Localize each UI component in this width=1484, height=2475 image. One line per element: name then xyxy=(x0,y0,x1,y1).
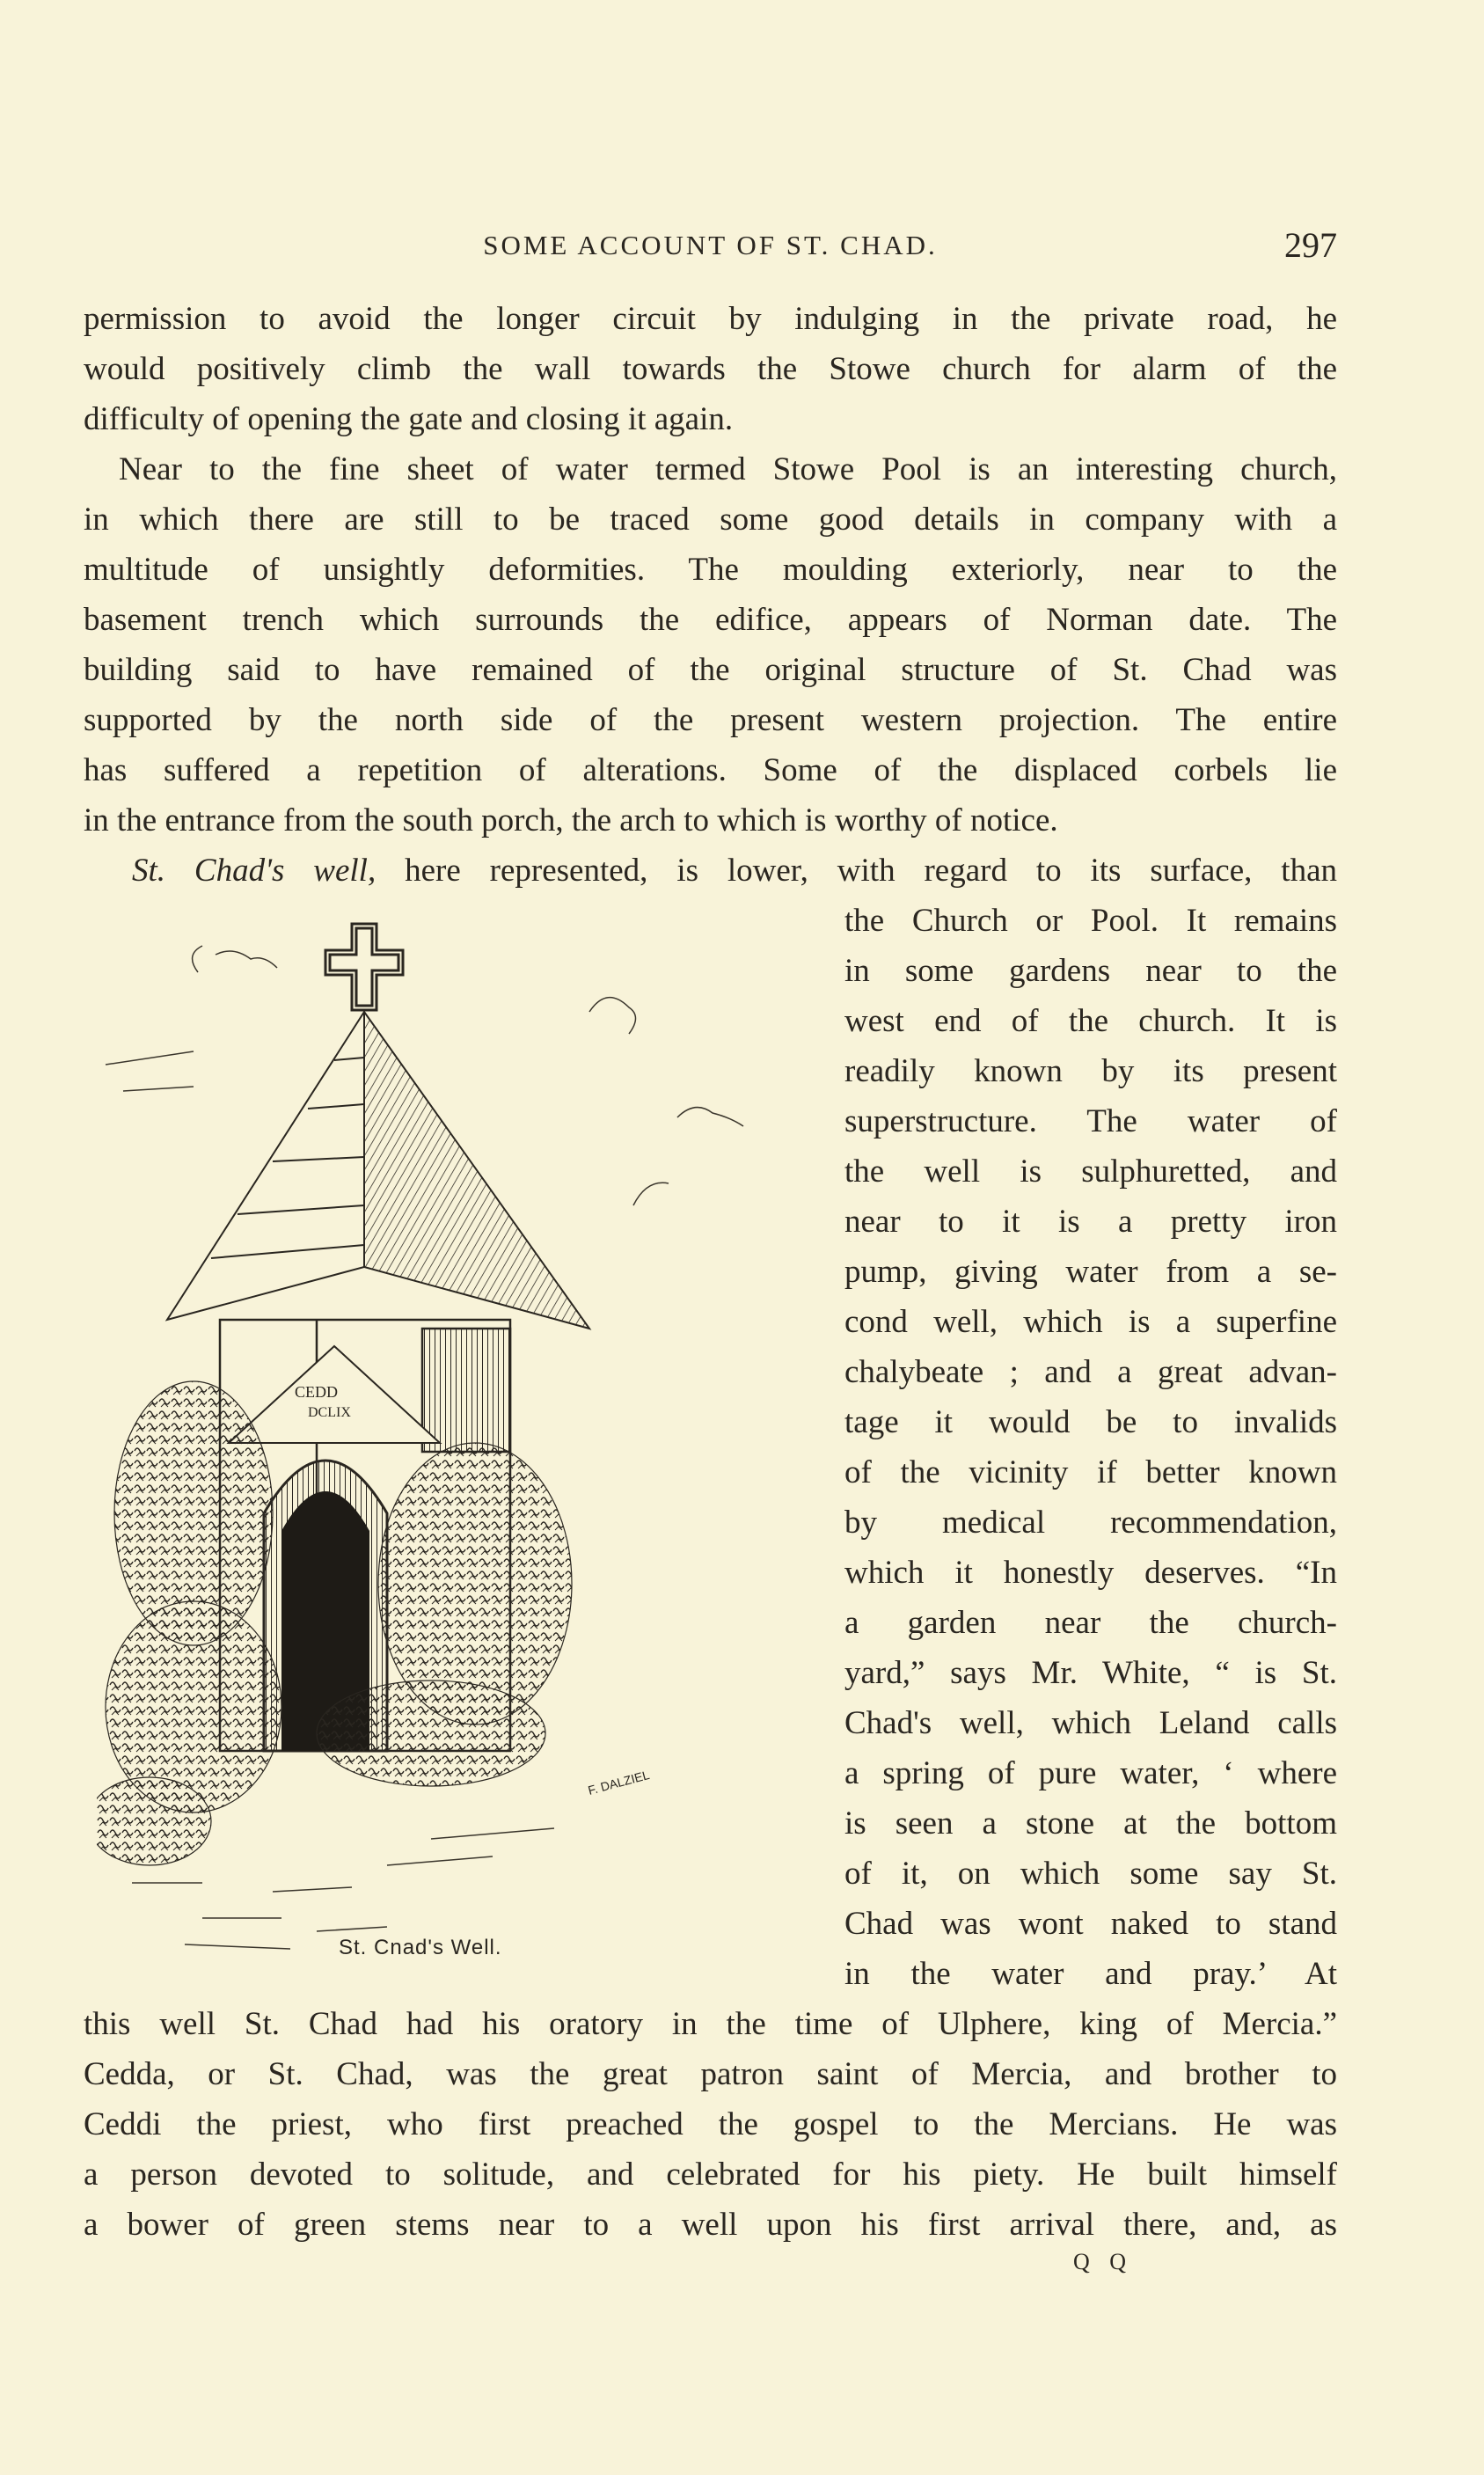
side-text-line: cond well, which is a superfine xyxy=(844,1304,1337,1340)
side-text-line: tage it would be to invalids xyxy=(844,1404,1337,1440)
side-text-line: superstructure. The water of xyxy=(844,1103,1337,1139)
side-text-line: which it honestly deserves. “In xyxy=(844,1555,1337,1591)
text-line: a bower of green stems near to a well upon his first arrival there, and, as xyxy=(84,2207,1337,2243)
side-text-line: west end of the church. It is xyxy=(844,1003,1337,1039)
cross xyxy=(325,924,403,1010)
side-text-line: readily known by its present xyxy=(844,1053,1337,1089)
side-text-line: in the water and pray.’ At xyxy=(844,1956,1337,1992)
side-text-line: of the vicinity if better known xyxy=(844,1454,1337,1490)
side-text-line: Chad's well, which Leland calls xyxy=(844,1705,1337,1741)
text-line: multitude of unsightly deformities. The moulding exteriorly, near to the xyxy=(84,552,1337,588)
side-text-line: a spring of pure water, ‘ where xyxy=(844,1755,1337,1791)
text-line: in which there are still to be traced some good details in company with a xyxy=(84,502,1337,538)
inscription-cedd: CEDD xyxy=(295,1383,338,1401)
side-text-line: pump, giving water from a se- xyxy=(844,1254,1337,1290)
engraver-signature: F. DALZIEL xyxy=(586,1767,651,1798)
side-text-line: in some gardens near to the xyxy=(844,953,1337,989)
line-rest: here represented, is lower, with regard to its surface, than xyxy=(376,853,1337,889)
side-text-line: yard,” says Mr. White, “ is St. xyxy=(844,1655,1337,1691)
side-text-line: Chad was wont naked to stand xyxy=(844,1906,1337,1942)
page-number: 297 xyxy=(1284,225,1337,265)
text-line: in the entrance from the south porch, the arch to which is worthy of notice. xyxy=(84,802,1058,838)
side-text-line: the Church or Pool. It remains xyxy=(844,903,1337,939)
text-line: has suffered a repetition of alterations. Some of the displaced corbels lie xyxy=(84,752,1337,788)
text-line: supported by the north side of the present western projection. The entire xyxy=(84,702,1337,738)
side-text-line: chalybeate ; and a great advan- xyxy=(844,1354,1337,1390)
text-line: would positively climb the wall towards the Stowe church for alarm of the xyxy=(84,351,1337,387)
italic-phrase: St. Chad's well, xyxy=(132,853,376,889)
roof xyxy=(167,1012,589,1329)
text-line: basement trench which surrounds the edifice, appears of Norman date. The xyxy=(84,602,1337,638)
text-line: Cedda, or St. Chad, was the great patron saint of Mercia, and brother to xyxy=(84,2056,1337,2092)
text-line: Ceddi the priest, who first preached the gospel to the Mercians. He was xyxy=(84,2106,1337,2142)
side-text-line: near to it is a pretty iron xyxy=(844,1204,1337,1240)
st-chads-well-engraving xyxy=(97,915,800,1971)
page-header xyxy=(84,224,1337,268)
pediment xyxy=(229,1346,440,1443)
figure-caption: St. Cnad's Well. xyxy=(339,1936,502,1959)
side-text-line: by medical recommendation, xyxy=(844,1505,1337,1541)
side-text-line: a garden near the church- xyxy=(844,1605,1337,1641)
text-line: this well St. Chad had his oratory in the time of Ulphere, king of Mercia.” xyxy=(84,2006,1337,2042)
text-line: building said to have remained of the original structure of St. Chad was xyxy=(84,652,1337,688)
side-text-line: of it, on which some say St. xyxy=(844,1856,1337,1892)
running-head: SOME ACCOUNT OF ST. CHAD. xyxy=(483,230,938,260)
side-text-line: is seen a stone at the bottom xyxy=(844,1805,1337,1842)
text-line: Near to the fine sheet of water termed Stowe Pool is an interesting church, xyxy=(119,451,1337,487)
text-line: a person devoted to solitude, and celebrated for his piety. He built himself xyxy=(84,2156,1337,2193)
inscription-dclix: DCLIX xyxy=(308,1405,351,1420)
signature-mark: Q Q xyxy=(1073,2249,1134,2274)
side-text-line: the well is sulphuretted, and xyxy=(844,1153,1337,1190)
text-line xyxy=(132,846,1337,896)
text-line: difficulty of opening the gate and closing it again. xyxy=(84,401,734,437)
text-line: permission to avoid the longer circuit by indulging in the private road, he xyxy=(84,301,1337,337)
